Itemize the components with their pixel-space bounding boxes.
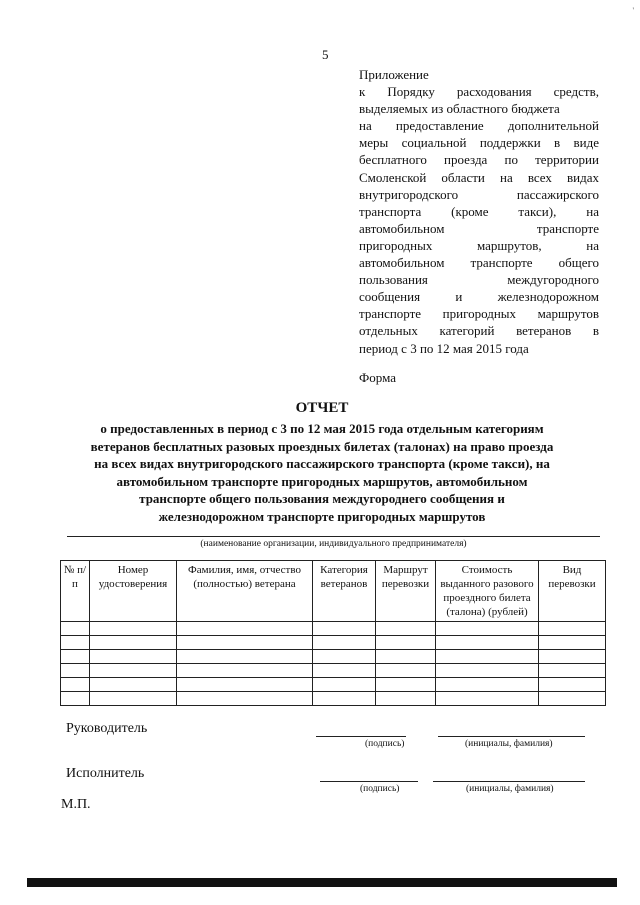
appendix-word: ветеранов xyxy=(516,323,572,339)
header-number: № п/п xyxy=(61,561,90,622)
appendix-word: автомобильном xyxy=(359,220,445,236)
table-cell[interactable] xyxy=(177,692,313,706)
appendix-word: маршрутов, xyxy=(476,237,542,253)
appendix-line xyxy=(359,220,599,237)
header-category: Категория ветеранов xyxy=(313,561,376,622)
org-name-line[interactable] xyxy=(67,536,600,537)
executor-name-caption: (инициалы, фамилия) xyxy=(466,784,554,794)
appendix-word: виде xyxy=(573,135,599,151)
table-cell[interactable] xyxy=(61,664,90,678)
table-cell[interactable] xyxy=(313,622,376,636)
appendix-line xyxy=(359,305,599,322)
appendix-word: меры xyxy=(359,135,389,151)
table-cell[interactable] xyxy=(61,650,90,664)
report-subtitle xyxy=(40,420,604,525)
header-transport-type: Вид перевозки xyxy=(539,561,606,622)
table-cell[interactable] xyxy=(376,650,436,664)
appendix-word: предоставление xyxy=(395,118,484,134)
header-route: Маршрут перевозки xyxy=(376,561,436,622)
appendix-line xyxy=(359,117,599,134)
appendix-line xyxy=(359,83,599,100)
table-cell[interactable] xyxy=(539,678,606,692)
table-cell[interactable] xyxy=(539,622,606,636)
table-cell[interactable] xyxy=(436,664,539,678)
table-cell[interactable] xyxy=(376,692,436,706)
appendix-word: на xyxy=(359,118,372,134)
head-name-line[interactable] xyxy=(438,736,585,737)
appendix-line xyxy=(359,151,599,168)
table-cell[interactable] xyxy=(313,664,376,678)
appendix-word: дополнительной xyxy=(507,118,599,134)
appendix-word: области xyxy=(441,169,485,185)
appendix-line xyxy=(359,271,599,288)
table-cell[interactable] xyxy=(61,692,90,706)
appendix-line xyxy=(359,134,599,151)
header-certificate: Номер удостоверения xyxy=(90,561,177,622)
appendix-word: всех xyxy=(527,169,552,185)
appendix-word: пользования xyxy=(359,272,428,288)
table-cell[interactable] xyxy=(539,664,606,678)
table-cell[interactable] xyxy=(90,664,177,678)
table-row xyxy=(61,622,606,636)
appendix-word: по xyxy=(504,152,518,168)
appendix-word: (кроме xyxy=(451,203,489,219)
appendix-word: железнодорожном xyxy=(497,289,599,305)
appendix-line xyxy=(359,237,599,254)
appendix-word: и xyxy=(455,289,463,305)
table-cell[interactable] xyxy=(376,622,436,636)
appendix-word: Порядку xyxy=(387,84,435,100)
table-row xyxy=(61,692,606,706)
table-row xyxy=(61,678,606,692)
appendix-line xyxy=(359,169,599,186)
subtitle-line: железнодорожном транспорте пригородных маршрутов xyxy=(158,508,486,524)
appendix-line xyxy=(359,186,599,203)
appendix-word: междугородного xyxy=(507,272,599,288)
table-cell[interactable] xyxy=(376,678,436,692)
appendix-word: на xyxy=(499,169,513,185)
table-row xyxy=(61,636,606,650)
table-cell[interactable] xyxy=(436,636,539,650)
table-cell[interactable] xyxy=(61,636,90,650)
appendix-word: социальной xyxy=(401,135,467,151)
appendix-line: период с 3 по 12 мая 2015 года xyxy=(359,340,529,356)
report-title: ОТЧЕТ xyxy=(295,400,349,416)
appendix-word: автомобильном xyxy=(359,255,445,271)
org-name-caption: (наименование организации, индивидуального предпринимателя) xyxy=(200,539,467,549)
table-cell[interactable] xyxy=(539,650,606,664)
table-cell[interactable] xyxy=(539,692,606,706)
appendix-word: на xyxy=(586,203,599,219)
table-cell[interactable] xyxy=(313,692,376,706)
table-cell[interactable] xyxy=(313,678,376,692)
table-cell[interactable] xyxy=(539,636,606,650)
header-full-name: Фамилия, имя, отчество (полностью) ветерана xyxy=(177,561,313,622)
stamp-label: М.П. xyxy=(61,797,91,812)
appendix-word: в xyxy=(592,323,599,339)
appendix-word: поддержки xyxy=(479,135,541,151)
appendix-word: транспорте xyxy=(359,306,422,322)
report-table xyxy=(60,560,606,706)
appendix-line xyxy=(359,254,599,271)
table-cell[interactable] xyxy=(376,664,436,678)
table-cell[interactable] xyxy=(313,636,376,650)
table-cell[interactable] xyxy=(61,678,90,692)
appendix-line xyxy=(359,322,599,339)
appendix-word: на xyxy=(586,237,599,253)
appendix-word: средств, xyxy=(553,84,599,100)
appendix-word: отдельных xyxy=(359,323,418,339)
appendix-word: маршрутов xyxy=(537,306,599,322)
appendix-word: видах xyxy=(567,169,599,185)
appendix-word: пригородных xyxy=(359,237,433,253)
appendix-word: категорий xyxy=(439,323,495,339)
appendix-block xyxy=(359,66,599,357)
table-cell[interactable] xyxy=(177,622,313,636)
appendix-word: сообщения xyxy=(359,289,421,305)
appendix-line: выделяемых из областного бюджета xyxy=(359,101,560,117)
table-cell[interactable] xyxy=(90,692,177,706)
table-header-row xyxy=(61,561,606,622)
head-name-caption: (инициалы, фамилия) xyxy=(465,739,553,749)
table-cell[interactable] xyxy=(436,650,539,664)
appendix-word: Смоленской xyxy=(359,169,427,185)
appendix-word: проезда xyxy=(444,152,488,168)
table-cell[interactable] xyxy=(177,678,313,692)
executor-signature-caption: (подпись) xyxy=(360,784,400,794)
table-cell[interactable] xyxy=(436,692,539,706)
table-cell[interactable] xyxy=(313,650,376,664)
executor-name-line[interactable] xyxy=(433,781,585,782)
appendix-word: пассажирского xyxy=(516,186,599,202)
appendix-word: в xyxy=(554,135,561,151)
appendix-word: транспорте xyxy=(470,255,533,271)
table-cell[interactable] xyxy=(90,678,177,692)
appendix-word: бесплатного xyxy=(359,152,427,168)
table-cell[interactable] xyxy=(376,636,436,650)
table-cell[interactable] xyxy=(177,636,313,650)
appendix-line xyxy=(359,203,599,220)
appendix-line: Приложение xyxy=(359,67,429,82)
executor-signature-line[interactable] xyxy=(320,781,418,782)
scan-bottom-bar xyxy=(27,878,617,887)
subtitle-line: о предоставленных в период с 3 по 12 мая 2015 года отдельным категориям xyxy=(100,421,544,436)
table-cell[interactable] xyxy=(436,678,539,692)
appendix-line xyxy=(359,288,599,305)
table-cell[interactable] xyxy=(177,650,313,664)
table-cell[interactable] xyxy=(177,664,313,678)
table-cell[interactable] xyxy=(90,636,177,650)
appendix-word: внутригородского xyxy=(359,186,459,202)
appendix-word: к xyxy=(359,84,366,100)
head-label: Руководитель xyxy=(66,721,148,736)
appendix-word: общего xyxy=(558,255,599,271)
head-signature-line[interactable] xyxy=(316,736,406,737)
appendix-word: такси), xyxy=(518,203,557,219)
table-row xyxy=(61,650,606,664)
table-cell[interactable] xyxy=(90,622,177,636)
table-cell[interactable] xyxy=(90,650,177,664)
form-label: Форма xyxy=(359,370,396,385)
appendix-word: территории xyxy=(535,152,599,168)
page-number: 5 xyxy=(322,47,329,62)
subtitle-line: транспорте общего пользования междугороднего сообщения и xyxy=(139,491,505,506)
appendix-word: транспорта xyxy=(359,203,422,219)
appendix-word: расходования xyxy=(456,84,532,100)
subtitle-line: ветеранов бесплатных разовых проездных билетах (талонах) на право проезда xyxy=(90,438,554,454)
head-signature-caption: (подпись) xyxy=(365,739,405,749)
subtitle-line: автомобильном транспорте пригородных маршрутов, автомобильном xyxy=(116,473,528,489)
header-cost: Стоимость выданного разового проездного билета (талона) (рублей) xyxy=(436,561,539,622)
corner-mark: ' xyxy=(632,6,634,15)
executor-label: Исполнитель xyxy=(66,766,145,781)
appendix-word: транспорте xyxy=(536,220,599,236)
table-cell[interactable] xyxy=(436,622,539,636)
appendix-word: пригородных xyxy=(442,306,517,322)
table-cell[interactable] xyxy=(61,622,90,636)
table-row xyxy=(61,664,606,678)
subtitle-line: на всех видах внутригородского пассажирского транспорта (кроме такси), на xyxy=(94,456,550,471)
